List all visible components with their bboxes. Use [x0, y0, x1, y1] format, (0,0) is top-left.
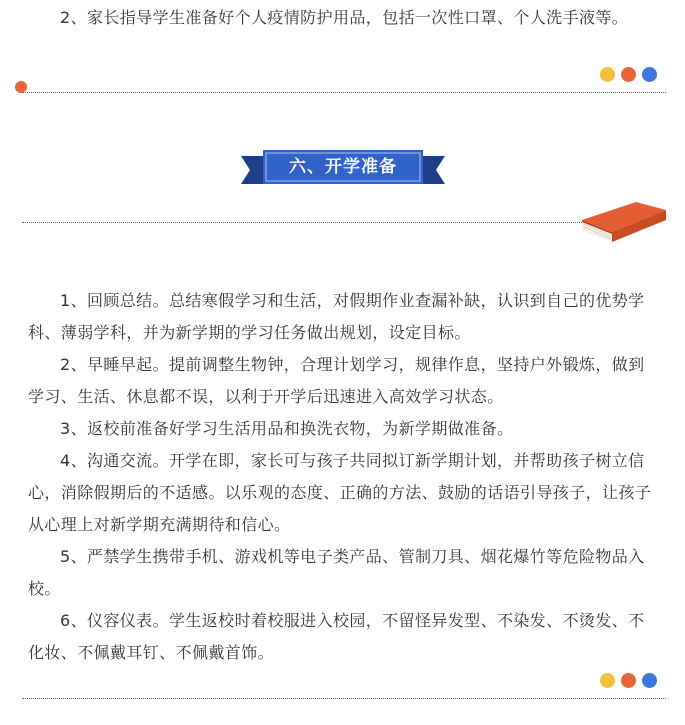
list-item: 4、沟通交流。开学在即，家长可与孩子共同拟订新学期计划，并帮助孩子树立信心，消除假期后的不适感。以乐观的态度、正确的方法、鼓励的话语引导孩子，让孩子从心理上对新学期充满期待和信心。 [28, 451, 652, 534]
dotted-divider [22, 92, 666, 93]
list-item: 2、早睡早起。提前调整生物钟，合理计划学习，规律作息，坚持户外锻炼，做到学习、生活、休息都不误，以利于开学后迅速进入高效学习状态。 [28, 355, 645, 406]
dotted-divider [22, 698, 666, 699]
yellow-dot [600, 673, 615, 688]
list-item: 5、严禁学生携带手机、游戏机等电子类产品、管制刀具、烟花爆竹等危险物品入校。 [28, 547, 645, 598]
orange-dot [621, 67, 636, 82]
blue-dot [642, 67, 657, 82]
top-paragraph: 2、家长指导学生准备好个人疫情防护用品，包括一次性口罩、个人洗手液等。 [60, 8, 629, 27]
yellow-dot [600, 67, 615, 82]
list-item: 6、仪容仪表。学生返校时着校服进入校园，不留怪异发型、不染发、不烫发、不化妆、不佩戴耳钉、不佩戴首饰。 [28, 611, 645, 662]
dotted-divider [22, 222, 582, 223]
book-icon [578, 196, 670, 246]
section-title: 六、开学准备 [289, 157, 397, 177]
three-dots-decoration [600, 67, 658, 83]
list-item: 3、返校前准备好学习生活用品和换洗衣物，为新学期做准备。 [60, 419, 514, 438]
orange-dot [621, 673, 636, 688]
three-dots-decoration [600, 673, 658, 689]
blue-dot [642, 673, 657, 688]
list-item: 1、回顾总结。总结寒假学习和生活，对假期作业查漏补缺，认识到自己的优势学科、薄弱学科，并为新学期的学习任务做出规划，设定目标。 [28, 291, 645, 342]
